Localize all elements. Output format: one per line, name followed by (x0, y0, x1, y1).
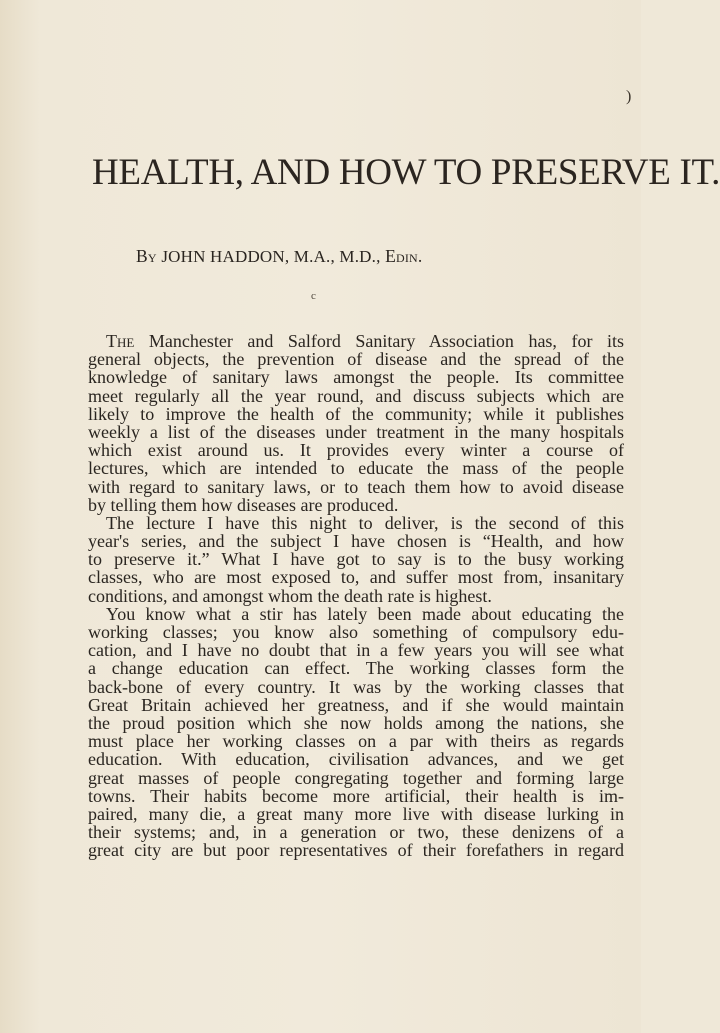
text-line: You know what a stir has lately been made about educating the (106, 603, 624, 624)
text-line: The lecture I have this night to deliver, is the second of this (106, 512, 624, 533)
byline-by: By (136, 246, 157, 266)
byline-author: JOHN HADDON, M.A., M.D., (161, 247, 381, 266)
text-line: meet regularly all the year round, and discuss subjects which are (88, 385, 624, 406)
text-line: great masses of people congregating together and forming large (88, 767, 624, 788)
text-line: towns. Their habits become more artificial, their health is im- (88, 785, 624, 806)
text-line (88, 332, 624, 350)
text-line-content: Manchester and Salford Sanitary Association has, for its (134, 331, 624, 351)
text-line: classes, who are most exposed to, and suffer most from, insanitary (88, 567, 624, 588)
text-line: general objects, the prevention of disease and the spread of the (88, 349, 624, 370)
text-line: by telling them how diseases are produced. (88, 494, 399, 515)
text-line: knowledge of sanitary laws amongst the people. Its committee (88, 367, 624, 388)
body-text (88, 332, 624, 859)
text-line: year's series, and the subject I have chosen is “Health, and how (88, 531, 624, 552)
page-edge-mark: ) (626, 88, 632, 105)
article-title: HEALTH, AND HOW TO PRESERVE IT. (92, 152, 720, 193)
text-line: the proud position which she now holds among the nations, she (88, 712, 624, 733)
paragraph-lead-word: The (106, 331, 135, 351)
byline (136, 246, 423, 267)
text-line: must place her working classes on a par with theirs as regards (88, 731, 624, 752)
stray-mark: c (311, 290, 316, 302)
text-line: cation, and I have no doubt that in a few years you will see what (88, 640, 624, 661)
text-line: with regard to sanitary laws, or to teach them how to avoid disease (88, 476, 624, 497)
text-line: Great Britain achieved her greatness, and if she would maintain (88, 694, 624, 715)
byline-place: Edin. (385, 246, 423, 266)
text-line: to preserve it.” What I have got to say is to the busy working (88, 549, 624, 570)
text-line: which exist around us. It provides every winter a course of (88, 440, 624, 461)
text-line: back-bone of every country. It was by the working classes that (88, 676, 624, 697)
text-line: conditions, and amongst whom the death rate is highest. (88, 585, 492, 606)
text-line: a change education can effect. The working classes form the (88, 658, 624, 679)
text-line: their systems; and, in a generation or two, these denizens of a (88, 822, 624, 843)
text-line: education. With education, civilisation advances, and we get (88, 749, 624, 770)
text-line: lectures, which are intended to educate the mass of the people (88, 458, 624, 479)
text-line: likely to improve the health of the community; while it publishes (88, 403, 624, 424)
text-line: great city are but poor representatives of their forefathers in regard (88, 840, 624, 861)
text-line: paired, many die, a great many more live with disease lurking in (88, 803, 624, 824)
text-line: weekly a list of the diseases under treatment in the many hospitals (88, 421, 624, 442)
text-line: working classes; you know also something of compulsory edu- (88, 622, 624, 642)
